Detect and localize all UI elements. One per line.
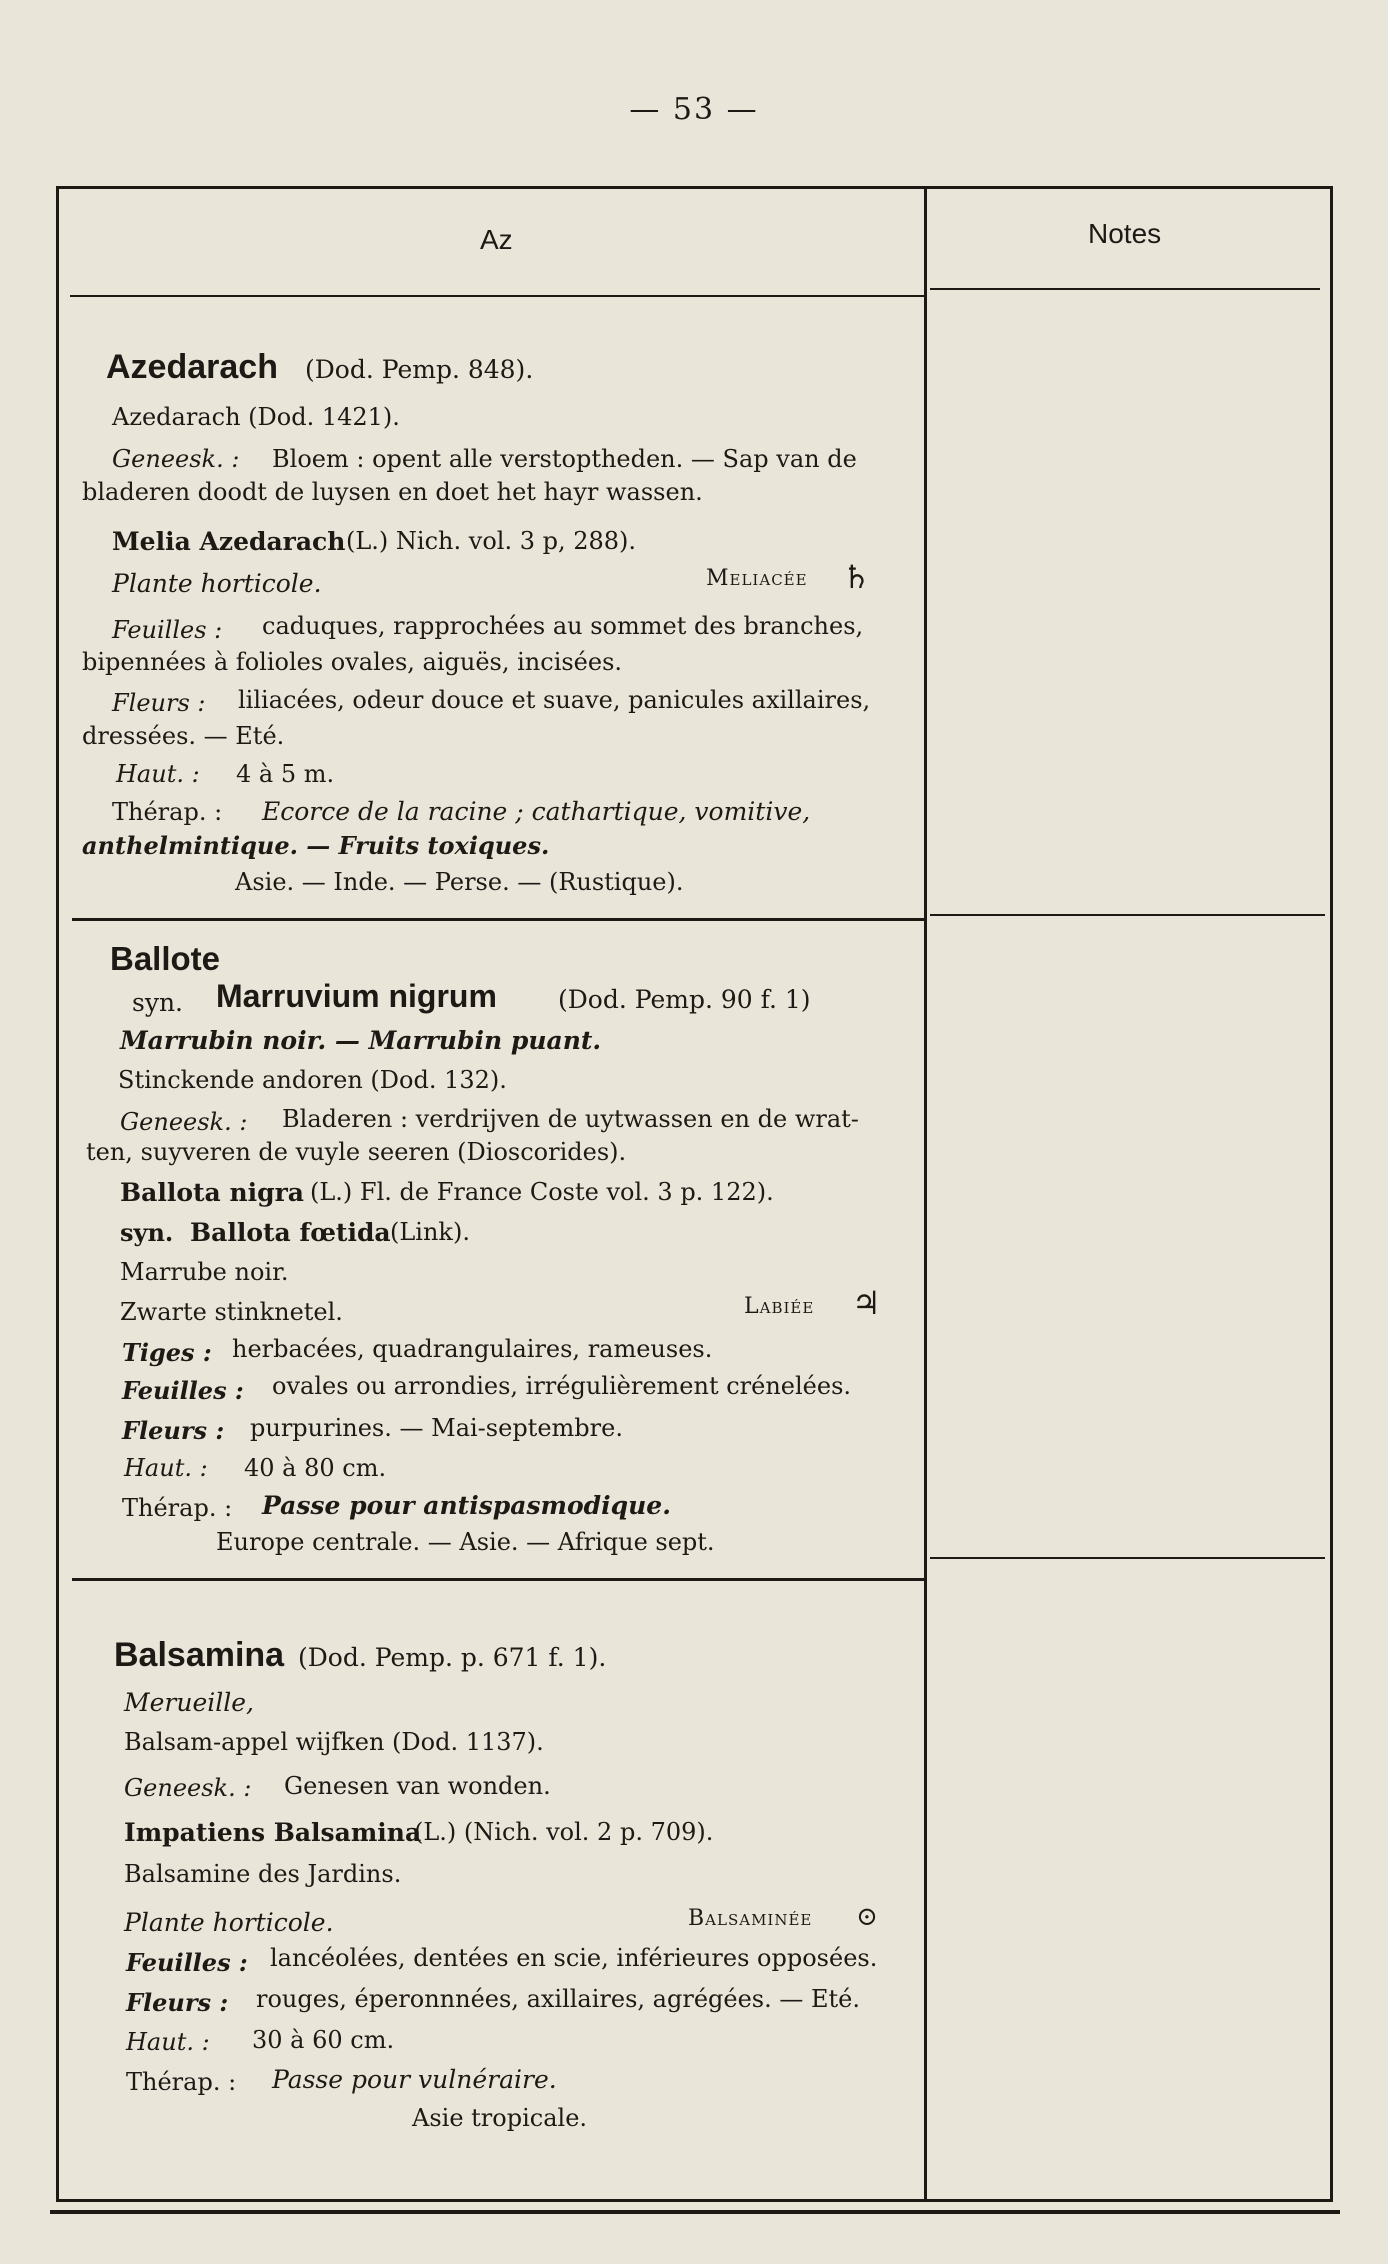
- entry-line: Asie. — Inde. — Perse. — (Rustique).: [235, 868, 684, 896]
- entry-line: Geneesk. :: [120, 1108, 248, 1136]
- header-rule-right: [930, 288, 1320, 290]
- species-name: Impatiens Balsamina: [124, 1818, 422, 1847]
- entry-line: Fleurs :: [126, 1988, 229, 2017]
- jupiter-icon: ♃: [852, 1284, 881, 1322]
- entry-line: (L.) (Nich. vol. 2 p. 709).: [414, 1818, 714, 1846]
- entry-line: Thérap. :: [112, 798, 223, 826]
- entry-line: Passe pour antispasmodique.: [262, 1491, 671, 1520]
- entry-line: Feuilles :: [112, 616, 223, 644]
- entry-line: Marrube noir.: [120, 1258, 289, 1286]
- entry-line: liliacées, odeur douce et suave, panicules axillaires,: [238, 686, 871, 714]
- entry-title: Ballote: [110, 940, 221, 977]
- entry-line: rouges, éperonnnées, axillaires, agrégées. — Eté.: [256, 1985, 860, 2013]
- entry-line: anthelmintique. — Fruits toxiques.: [82, 831, 550, 860]
- entry-line: Marrubin noir. — Marrubin puant.: [120, 1026, 602, 1055]
- entry-line: 30 à 60 cm.: [252, 2026, 395, 2054]
- saturn-icon: ♄: [842, 558, 871, 596]
- entry-line: Feuilles :: [126, 1948, 248, 1977]
- row-divider-notes: [930, 1557, 1325, 1559]
- entry-line: Fleurs :: [122, 1416, 225, 1445]
- entry-line: (Dod. Pemp. 90 f. 1): [558, 985, 811, 1014]
- bottom-rule: [50, 2210, 1340, 2214]
- entry-line: Stinckende andoren (Dod. 132).: [118, 1066, 507, 1094]
- header-rule-left: [70, 295, 924, 297]
- entry-line: Balsamine des Jardins.: [124, 1860, 402, 1888]
- column-header-notes: Notes: [1088, 218, 1162, 249]
- entry-line: Genesen van wonden.: [284, 1772, 551, 1800]
- family-name: Labiée: [744, 1294, 815, 1319]
- entry-title: Azedarach: [106, 348, 278, 386]
- entry-line: purpurines. — Mai-septembre.: [250, 1414, 623, 1442]
- entry-line: caduques, rapprochées au sommet des branches,: [262, 612, 864, 640]
- species-name: Ballota nigra: [120, 1178, 304, 1207]
- row-divider-notes: [930, 914, 1325, 916]
- family-name: Balsaminée: [688, 1906, 813, 1931]
- entry-line: bipennées à folioles ovales, aiguës, incisées.: [82, 648, 623, 676]
- entry-line: bladeren doodt de luysen en doet het hayr wassen.: [82, 478, 703, 506]
- entry-title: Balsamina: [114, 1636, 285, 1674]
- entry-line: Balsam-appel wijfken (Dod. 1137).: [124, 1728, 544, 1756]
- entry-line: 40 à 80 cm.: [244, 1454, 387, 1482]
- entry-line: (L.) Nich. vol. 3 p, 288).: [346, 527, 637, 555]
- entry-line: Passe pour vulnéraire.: [272, 2065, 557, 2094]
- synonym-name: Ballota fœtida: [190, 1218, 391, 1247]
- species-name: Melia Azedarach: [112, 527, 346, 556]
- entry-line: Geneesk. :: [112, 445, 240, 473]
- entry-line: ten, suyveren de vuyle seeren (Dioscorides).: [86, 1138, 627, 1166]
- sun-circle-icon: ⊙: [856, 1902, 878, 1932]
- entry-line: Tiges :: [122, 1338, 212, 1367]
- entry-title-ref: (Dod. Pemp. 848).: [305, 355, 534, 384]
- entry-line: Plante horticole.: [124, 1908, 334, 1937]
- entry-line: Bloem : opent alle verstoptheden. — Sap van de: [272, 445, 857, 473]
- entry-line: lancéolées, dentées en scie, inférieures opposées.: [270, 1944, 878, 1972]
- entry-line: Feuilles :: [122, 1376, 244, 1405]
- row-divider: [72, 1578, 924, 1581]
- entry-line: Geneesk. :: [124, 1774, 252, 1802]
- entry-line: Haut. :: [126, 2028, 210, 2056]
- entry-line: Azedarach (Dod. 1421).: [112, 403, 400, 431]
- entry-line: dressées. — Eté.: [82, 722, 285, 750]
- entry-line: Asie tropicale.: [412, 2104, 588, 2132]
- entry-title-ref: (Dod. Pemp. p. 671 f. 1).: [298, 1643, 607, 1672]
- entry-line: Zwarte stinknetel.: [120, 1298, 343, 1326]
- entry-line: syn.: [120, 1218, 174, 1247]
- entry-line: (Link).: [390, 1218, 470, 1246]
- entry-line: herbacées, quadrangulaires, rameuses.: [232, 1335, 713, 1363]
- entry-line: Haut. :: [116, 760, 200, 788]
- entry-line: Fleurs :: [112, 689, 206, 717]
- entry-line: 4 à 5 m.: [236, 760, 335, 788]
- entry-line: (L.) Fl. de France Coste vol. 3 p. 122).: [310, 1178, 774, 1206]
- family-name: Meliacée: [706, 566, 808, 591]
- row-divider: [72, 918, 924, 921]
- entry-line: Bladeren : verdrijven de uytwassen en de wrat-: [282, 1105, 859, 1133]
- entry-line: Thérap. :: [122, 1494, 233, 1522]
- entry-line: Merueille,: [124, 1688, 254, 1717]
- entry-line: Thérap. :: [126, 2068, 237, 2096]
- entry-line: Plante horticole.: [112, 569, 322, 598]
- synonym-name: Marruvium nigrum: [216, 978, 497, 1014]
- entry-line: ovales ou arrondies, irrégulièrement crénelées.: [272, 1372, 852, 1400]
- column-header-az: Az: [480, 224, 513, 255]
- entry-line: Ecorce de la racine ; cathartique, vomitive,: [262, 797, 811, 826]
- column-divider: [924, 186, 927, 2202]
- entry-line: Europe centrale. — Asie. — Afrique sept.: [216, 1528, 715, 1556]
- entry-line: syn.: [132, 988, 184, 1017]
- page-number: — 53 —: [629, 92, 759, 127]
- entry-line: Haut. :: [124, 1454, 208, 1482]
